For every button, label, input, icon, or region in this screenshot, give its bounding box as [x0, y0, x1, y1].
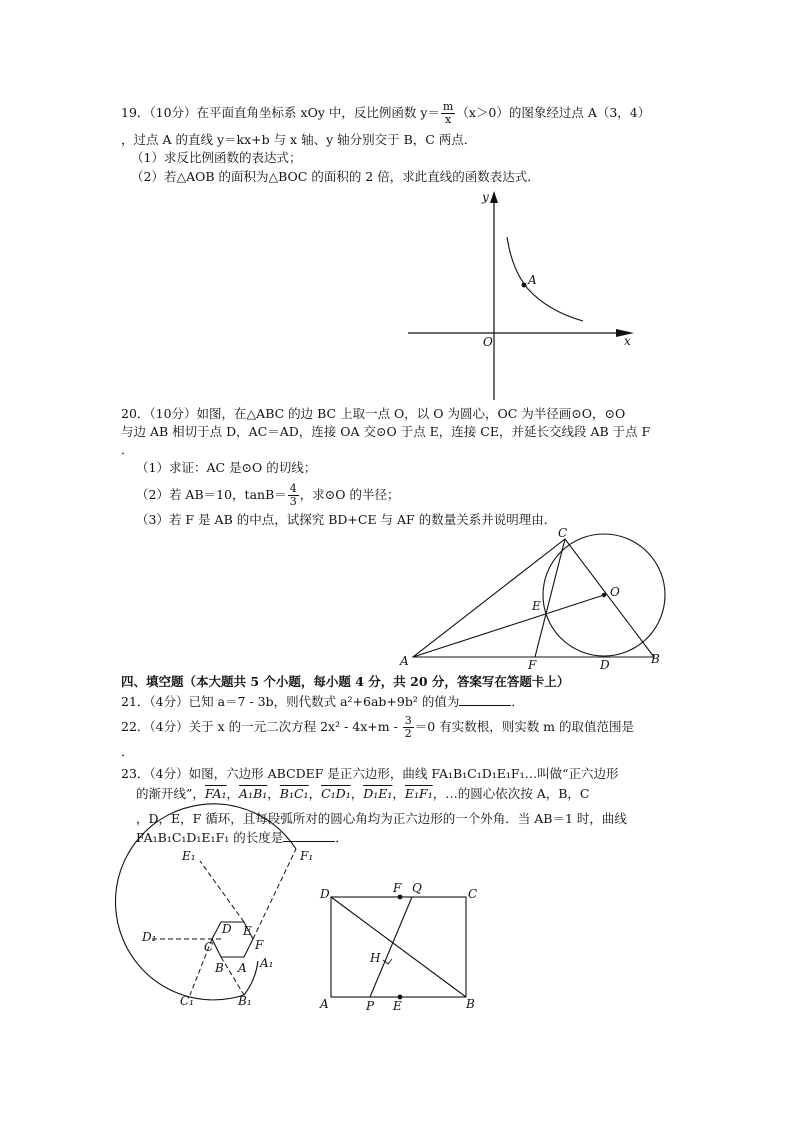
q23-answer-blank: [283, 829, 335, 842]
q22-line2: ．: [121, 744, 134, 759]
q23-involute-figure: [130, 845, 320, 1020]
q23-line2: 的渐开线”，FA₁，A₁B₁，B₁C₁，C₁D₁，D₁E₁，E₁F₁，…的圆心依次按 A，B，C: [136, 786, 590, 801]
label-f1: F₁: [300, 849, 314, 863]
q20-part2: （2）若 AB＝10，tanB＝ $\frac{4}{3}$ ，求⊙O 的半径；: [136, 482, 400, 508]
label-a1: A₁: [260, 956, 274, 970]
label-c: C: [468, 887, 478, 901]
q21: 21．（4分）已知 a＝7 - 3b，则代数式 a²+6ab+9b² 的值为 ．: [121, 694, 524, 709]
label-d1: D₁: [142, 930, 157, 944]
segment-pq: [370, 897, 412, 997]
label-o: O: [610, 585, 620, 599]
q19-part1: （1）求反比例函数的表达式；: [131, 150, 302, 165]
label-p: P: [366, 999, 375, 1013]
dash-f-f1: [253, 849, 296, 939]
section4-heading: 四、填空题（本大题共 5 个小题，每小题 4 分，共 20 分，答案写在答题卡上）: [121, 674, 570, 689]
q23-line3: ，D，E，F 循环，且每段弧所对的圆心角均为正六边形的一个外角．当 AB＝1 时，曲线: [136, 811, 627, 826]
q20-fraction: $\frac{4}{3}$: [289, 482, 297, 508]
q19-fraction: $\frac{m}{x}$: [442, 100, 454, 126]
label-c1: C₁: [180, 994, 194, 1008]
label-o: O: [483, 335, 493, 349]
center-o: [602, 593, 606, 597]
label-e: E: [243, 924, 252, 938]
q23-rectangle-figure: [320, 880, 490, 1015]
q21-answer-blank: [459, 693, 511, 706]
q20-line3: ．: [121, 442, 134, 457]
label-d: D: [222, 922, 232, 936]
label-y: y: [482, 190, 489, 204]
arc-c1d1: C₁D₁: [321, 786, 351, 801]
label-d: D: [320, 887, 330, 901]
point-a: [522, 283, 527, 288]
label-f: F: [393, 881, 402, 895]
q22-line1: 22．（4分）关于 x 的一元二次方程 2x² - 4x+m - $\frac{3}{2}$ ＝0 有实数根，则实数 m 的取值范围是: [121, 714, 634, 740]
hyperbola-curve: [507, 237, 583, 321]
arc-b1c1: B₁C₁: [279, 786, 309, 801]
label-h: H: [370, 951, 381, 965]
label-q: Q: [412, 881, 422, 895]
q19-coordinate-figure: [400, 185, 650, 405]
label-e: E: [393, 999, 402, 1013]
label-a: A: [238, 961, 247, 975]
label-d: D: [600, 658, 610, 672]
label-b: B: [466, 997, 475, 1011]
q20-part3: （3）若 F 是 AB 的中点，试探究 BD+CE 与 AF 的数量关系并说明理由．: [136, 512, 557, 527]
label-e: E: [532, 599, 541, 613]
dash-e-e1: [200, 861, 244, 922]
label-f: F: [255, 938, 264, 952]
label-a: A: [320, 997, 329, 1011]
point-f: [398, 895, 403, 900]
label-b: B: [215, 961, 224, 975]
label-f: F: [528, 658, 537, 672]
label-a: A: [528, 273, 537, 287]
q22-fraction: $\frac{3}{2}$: [404, 714, 412, 740]
label-b: B: [651, 652, 660, 666]
arc-fa1: FA₁: [204, 786, 227, 801]
segment-cf: [535, 539, 565, 657]
label-b1: B₁: [238, 994, 252, 1008]
q19-line1: 19．（10分）在平面直角坐标系 xOy 中，反比例函数 y＝ $\frac{m}{x}$ （x＞0）的图象经过点 A（3，4）: [121, 100, 651, 126]
segment-ao: [413, 595, 604, 657]
diagonal-db: [331, 897, 466, 997]
q19-part2: （2）若△AOB 的面积为△BOC 的面积的 2 倍，求此直线的函数表达式．: [131, 169, 540, 184]
label-c: C: [204, 940, 214, 954]
q20-part1: （1）求证：AC 是⊙O 的切线；: [136, 460, 317, 475]
label-e1: E₁: [182, 849, 196, 863]
label-c: C: [558, 526, 568, 540]
arc-e1f1: E₁F₁: [404, 786, 433, 801]
q23-line1: 23．（4分）如图，六边形 ABCDEF 是正六边形，曲线 FA₁B₁C₁D₁E₁F₁…叫做“正六边形: [121, 766, 619, 781]
q19-line2: ，过点 A 的直线 y＝kx+b 与 x 轴、y 轴分别交于 B，C 两点．: [121, 132, 477, 147]
q20-triangle-circle-figure: [400, 526, 680, 672]
y-axis-arrow: [490, 191, 498, 203]
label-a: A: [400, 654, 409, 668]
arc-d1e1: D₁E₁: [363, 786, 393, 801]
q20-line1: 20．（10分）如图，在△ABC 的边 BC 上取一点 O，以 O 为圆心，OC 为半径画⊙O，⊙O: [121, 406, 626, 421]
arc-a1b1: A₁B₁: [239, 786, 268, 801]
q23-line4: FA₁B₁C₁D₁E₁F₁ 的长度是 ．: [136, 830, 348, 845]
label-x: x: [624, 334, 631, 348]
q20-line2: 与边 AB 相切于点 D，AC＝AD，连接 OA 交⊙O 于点 E，连接 CE，并延长交线段 AB 于点 F: [121, 424, 651, 439]
